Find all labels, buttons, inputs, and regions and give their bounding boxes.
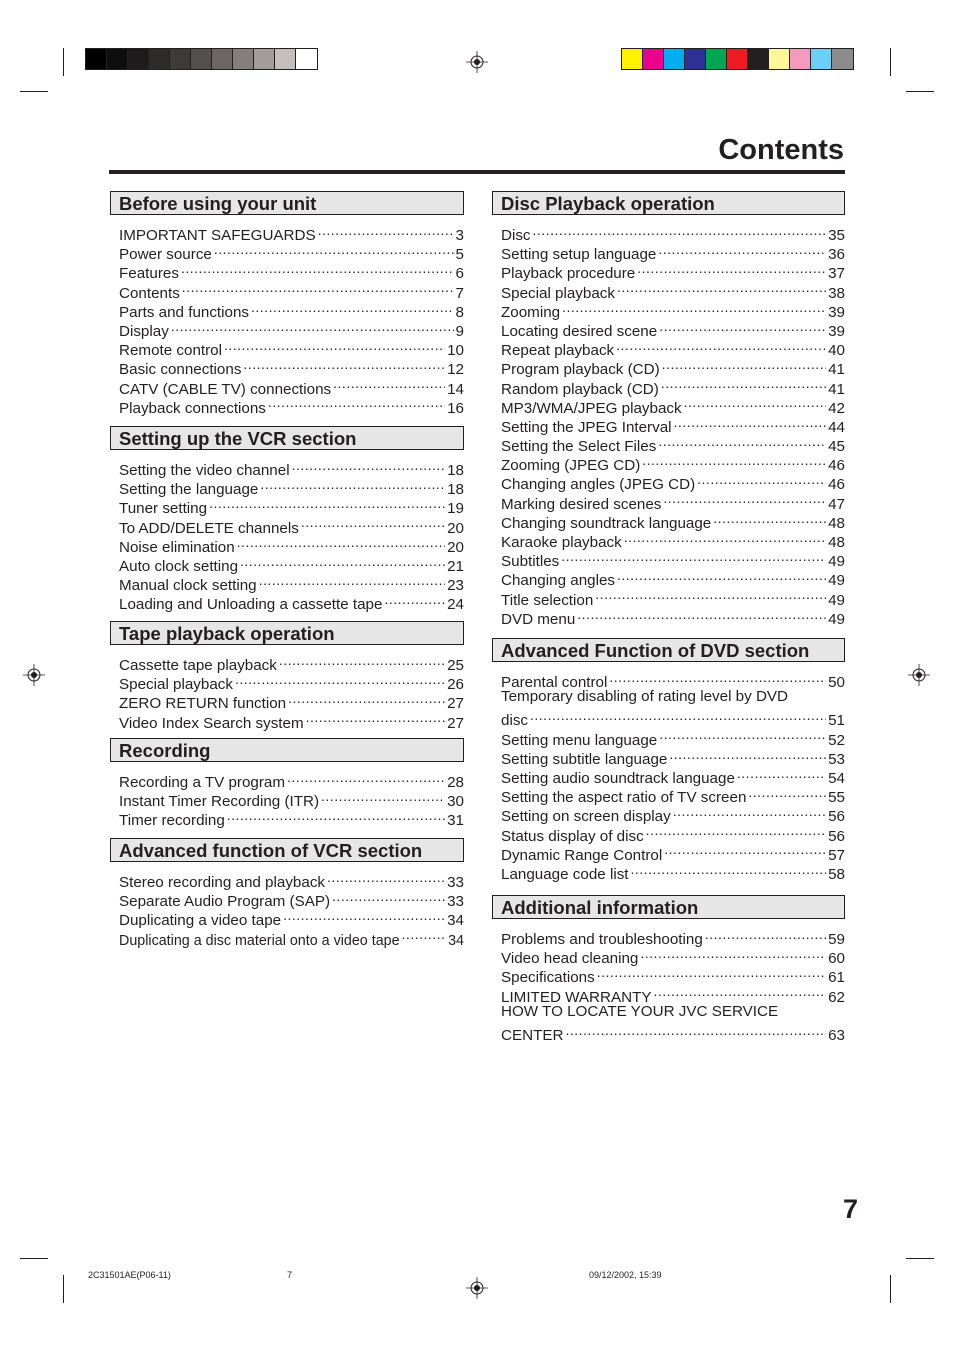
toc-entry-title: Remote control bbox=[119, 342, 222, 360]
toc-entry-title: Features bbox=[119, 265, 179, 283]
registration-mark-icon bbox=[23, 664, 45, 686]
dot-leader bbox=[640, 944, 826, 963]
toc-entry-page: 31 bbox=[447, 812, 464, 830]
toc-entry-page: 56 bbox=[828, 808, 845, 826]
dot-leader bbox=[240, 552, 445, 571]
dot-leader bbox=[684, 394, 826, 413]
crop-mark bbox=[20, 1258, 48, 1259]
toc-entry-page: 7 bbox=[455, 284, 464, 302]
toc-entry-title: Disc bbox=[501, 227, 531, 244]
toc-entry-page: 23 bbox=[447, 577, 464, 595]
calibration-swatch bbox=[233, 49, 254, 69]
dot-leader bbox=[209, 494, 445, 513]
grayscale-calibration-bar bbox=[85, 48, 318, 70]
section-heading: Additional information bbox=[492, 895, 845, 919]
dot-leader bbox=[533, 221, 827, 240]
toc-entry[interactable] bbox=[119, 456, 464, 479]
toc-entry-title: Setting on screen display bbox=[501, 808, 671, 826]
toc-entry-page: 61 bbox=[828, 969, 845, 987]
toc-entry-page: 48 bbox=[828, 534, 845, 551]
dot-leader bbox=[306, 709, 445, 728]
dot-leader bbox=[561, 547, 826, 566]
page-title: Contents bbox=[718, 134, 844, 166]
toc-entry-title: Display bbox=[119, 322, 169, 340]
toc-entry-page: 38 bbox=[828, 284, 845, 302]
section-heading: Advanced Function of DVD section bbox=[492, 638, 845, 662]
toc-entry-page: 30 bbox=[447, 793, 464, 811]
toc-entry-title: Marking desired scenes bbox=[501, 495, 662, 513]
toc-entry-title: To ADD/DELETE channels bbox=[119, 519, 299, 537]
calibration-swatch bbox=[685, 49, 706, 69]
toc-entry-page: 27 bbox=[447, 714, 464, 732]
toc-entry-title: Timer recording bbox=[119, 812, 225, 830]
toc-entry-title: Karaoke playback bbox=[501, 534, 622, 551]
section-heading: Tape playback operation bbox=[110, 621, 464, 645]
toc-entry-title: Special playback bbox=[501, 284, 615, 302]
toc-entry-list bbox=[492, 925, 845, 1044]
toc-entry-page: 58 bbox=[828, 865, 845, 883]
toc-entry-title: Zooming bbox=[501, 303, 561, 321]
toc-entry-title: Special playback bbox=[119, 676, 233, 694]
calibration-swatch bbox=[170, 49, 191, 69]
toc-entry-title: Duplicating a video tape bbox=[119, 912, 282, 930]
calibration-swatch bbox=[790, 49, 811, 69]
dot-leader bbox=[637, 259, 826, 278]
dot-leader bbox=[664, 841, 826, 860]
toc-entry[interactable] bbox=[119, 336, 464, 360]
toc-section bbox=[110, 738, 464, 830]
toc-section bbox=[110, 426, 464, 614]
dot-leader bbox=[577, 605, 826, 624]
calibration-swatch bbox=[275, 49, 296, 69]
dot-leader bbox=[658, 240, 826, 259]
crop-mark bbox=[890, 48, 891, 76]
toc-entry-page: 57 bbox=[828, 846, 845, 864]
toc-entry-page: 18 bbox=[447, 481, 464, 499]
toc-entry-page: 9 bbox=[455, 322, 464, 340]
dot-leader bbox=[227, 806, 445, 825]
toc-entry[interactable] bbox=[501, 221, 845, 244]
toc-section bbox=[492, 638, 845, 883]
toc-entry-title: Setting setup language bbox=[501, 246, 657, 264]
dot-leader bbox=[279, 651, 445, 670]
toc-entry-page: 44 bbox=[828, 418, 845, 436]
crop-mark bbox=[20, 91, 48, 92]
toc-entry-title: Subtitles bbox=[501, 553, 560, 571]
dot-leader bbox=[669, 745, 826, 764]
calibration-swatch bbox=[107, 49, 128, 69]
toc-entry-page: 41 bbox=[828, 361, 845, 379]
dot-leader bbox=[597, 963, 826, 982]
toc-entry-title: MP3/WMA/JPEG playback bbox=[501, 399, 682, 417]
dot-leader bbox=[616, 336, 826, 355]
toc-entry-page: 36 bbox=[828, 246, 845, 264]
toc-entry-title: Specifications bbox=[501, 969, 595, 987]
crop-mark bbox=[906, 91, 934, 92]
toc-entry-list bbox=[110, 768, 464, 830]
dot-leader bbox=[268, 394, 445, 413]
dot-leader bbox=[659, 726, 826, 745]
toc-entry-page: 24 bbox=[447, 596, 464, 614]
section-heading: Recording bbox=[110, 738, 464, 762]
calibration-swatch bbox=[832, 49, 853, 69]
toc-entry-page: 49 bbox=[828, 553, 845, 571]
toc-section bbox=[110, 621, 464, 732]
toc-entry-line bbox=[501, 1002, 845, 1021]
dot-leader bbox=[259, 571, 445, 590]
toc-entry-line bbox=[501, 687, 845, 706]
dot-leader bbox=[662, 355, 826, 374]
dot-leader bbox=[292, 456, 446, 475]
toc-entry-page: 52 bbox=[828, 731, 845, 749]
toc-entry-page: 60 bbox=[828, 950, 845, 968]
toc-entry-page: 6 bbox=[455, 265, 464, 283]
toc-entry-title: LIMITED WARRANTY bbox=[501, 988, 652, 1006]
dot-leader bbox=[562, 298, 826, 317]
toc-entry-title: Changing angles (JPEG CD) bbox=[501, 476, 696, 494]
toc-entry-title: Problems and troubleshooting bbox=[501, 931, 703, 948]
toc-entry-page: 18 bbox=[447, 462, 464, 479]
toc-entry-title: Playback procedure bbox=[501, 265, 636, 283]
dot-leader bbox=[283, 906, 445, 925]
footer-code: 2C31501AE(P06-11) bbox=[88, 1270, 171, 1280]
toc-entry-page: 49 bbox=[828, 572, 845, 590]
calibration-swatch bbox=[706, 49, 727, 69]
toc-entry-page: 35 bbox=[828, 227, 845, 244]
toc-entry-list bbox=[492, 668, 845, 883]
toc-entry[interactable] bbox=[501, 706, 845, 730]
toc-entry-title: Setting the language bbox=[119, 481, 259, 499]
toc-entry-title: Manual clock setting bbox=[119, 577, 257, 595]
calibration-swatch bbox=[128, 49, 149, 69]
toc-entry-page: 49 bbox=[828, 610, 845, 628]
toc-entry-page: 47 bbox=[828, 495, 845, 513]
crop-mark bbox=[63, 48, 64, 76]
toc-entry-list bbox=[492, 221, 845, 628]
toc-entry-page: 33 bbox=[447, 893, 464, 911]
dot-leader bbox=[663, 490, 826, 509]
toc-entry-title: Video head cleaning bbox=[501, 950, 639, 968]
toc-entry-title: Tuner setting bbox=[119, 500, 208, 518]
toc-entry-title: Locating desired scene bbox=[501, 322, 658, 340]
calibration-swatch bbox=[191, 49, 212, 69]
toc-entry[interactable] bbox=[119, 317, 464, 340]
toc-entry-page: 51 bbox=[828, 712, 845, 730]
dot-leader bbox=[287, 768, 445, 787]
dot-leader bbox=[384, 590, 445, 609]
toc-entry-page: 37 bbox=[828, 265, 845, 283]
dot-leader bbox=[674, 413, 827, 432]
toc-entry-page: 53 bbox=[828, 750, 845, 768]
toc-entry-title: Playback connections bbox=[119, 399, 266, 417]
dot-leader bbox=[214, 240, 454, 259]
toc-entry-page: 8 bbox=[455, 303, 464, 321]
toc-entry-page: 28 bbox=[447, 774, 464, 791]
dot-leader bbox=[659, 317, 826, 336]
dot-leader bbox=[251, 298, 454, 317]
dot-leader bbox=[171, 317, 454, 336]
toc-entry-page: 34 bbox=[447, 912, 464, 930]
calibration-swatch bbox=[811, 49, 832, 69]
toc-entry-title: Changing angles bbox=[501, 572, 615, 590]
dot-leader bbox=[737, 764, 826, 783]
toc-entry-page: 33 bbox=[447, 874, 464, 891]
toc-section bbox=[110, 838, 464, 949]
registration-mark-icon bbox=[466, 1277, 488, 1299]
dot-leader bbox=[327, 868, 445, 887]
toc-entry-page: 3 bbox=[455, 227, 464, 244]
dot-leader bbox=[661, 375, 826, 394]
color-calibration-bar bbox=[621, 48, 854, 70]
toc-entry-title: Zooming (JPEG CD) bbox=[501, 457, 641, 475]
dot-leader bbox=[565, 1021, 826, 1040]
toc-entry-page: 39 bbox=[828, 303, 845, 321]
dot-leader bbox=[658, 432, 826, 451]
toc-entry-title: ZERO RETURN function bbox=[119, 695, 287, 713]
toc-entry-title: Parental control bbox=[501, 674, 608, 691]
toc-entry-title: Setting menu language bbox=[501, 731, 658, 749]
dot-leader bbox=[333, 375, 445, 394]
toc-entry-title: Auto clock setting bbox=[119, 557, 239, 575]
dot-leader bbox=[673, 802, 826, 821]
toc-entry-title: Loading and Unloading a cassette tape bbox=[119, 596, 383, 614]
dot-leader bbox=[705, 925, 826, 944]
toc-entry[interactable] bbox=[501, 726, 845, 749]
toc-entry[interactable] bbox=[119, 651, 464, 674]
footer-page: 7 bbox=[287, 1270, 293, 1280]
toc-entry-page: 50 bbox=[828, 674, 845, 691]
toc-entry-title: Title selection bbox=[501, 591, 594, 609]
dot-leader bbox=[595, 586, 826, 605]
calibration-swatch bbox=[254, 49, 275, 69]
dot-leader bbox=[617, 279, 826, 298]
toc-entry-page: 14 bbox=[447, 380, 464, 398]
toc-entry-page: 27 bbox=[447, 695, 464, 713]
toc-entry-title: Language code list bbox=[501, 865, 629, 883]
toc-entry-page: 34 bbox=[448, 932, 464, 949]
toc-entry-page: 46 bbox=[828, 457, 845, 475]
toc-entry-title: CENTER bbox=[501, 1026, 564, 1044]
toc-entry-title: Setting the Select Files bbox=[501, 438, 657, 456]
toc-entry-title: Power source bbox=[119, 246, 212, 264]
toc-entry-title: DVD menu bbox=[501, 610, 576, 628]
toc-entry-title: IMPORTANT SAFEGUARDS bbox=[119, 227, 316, 244]
toc-entry-page: 40 bbox=[828, 342, 845, 360]
toc-entry-title: Setting the aspect ratio of TV screen bbox=[501, 789, 747, 807]
toc-entry-page: 54 bbox=[828, 769, 845, 787]
registration-mark-icon bbox=[466, 51, 488, 73]
calibration-swatch bbox=[727, 49, 748, 69]
toc-entry-title: Basic connections bbox=[119, 361, 242, 379]
toc-entry-page: 48 bbox=[828, 514, 845, 532]
toc-entry-title: disc bbox=[501, 712, 529, 730]
toc-entry-page: 12 bbox=[447, 361, 464, 379]
toc-entry-title: Setting audio soundtrack language bbox=[501, 769, 735, 787]
toc-entry-title: CATV (CABLE TV) connections bbox=[119, 380, 332, 398]
dot-leader bbox=[321, 787, 445, 806]
dot-leader bbox=[181, 259, 454, 278]
toc-entry-title: Status display of disc bbox=[501, 827, 644, 845]
calibration-swatch bbox=[149, 49, 170, 69]
toc-entry-list bbox=[110, 651, 464, 732]
footer-datetime: 09/12/2002, 15:39 bbox=[589, 1270, 662, 1280]
toc-entry-title: Noise elimination bbox=[119, 538, 235, 556]
toc-entry-page: 56 bbox=[828, 827, 845, 845]
dot-leader bbox=[237, 533, 445, 552]
toc-entry-page: 5 bbox=[455, 246, 464, 264]
toc-entry-title: Changing soundtrack language bbox=[501, 514, 712, 532]
calibration-swatch bbox=[212, 49, 233, 69]
dot-leader bbox=[301, 514, 445, 533]
toc-entry-list bbox=[110, 868, 464, 949]
registration-mark-icon bbox=[908, 664, 930, 686]
dot-leader bbox=[182, 279, 454, 298]
toc-entry-page: 46 bbox=[828, 476, 845, 494]
page-number: 7 bbox=[842, 1194, 858, 1224]
toc-entry-list bbox=[110, 456, 464, 614]
toc-entry-title: Duplicating a disc material onto a video tape bbox=[119, 932, 400, 949]
dot-leader bbox=[697, 470, 826, 489]
toc-entry-title: Temporary disabling of rating level by DVD bbox=[501, 688, 789, 706]
dot-leader bbox=[713, 509, 826, 528]
toc-section bbox=[492, 895, 845, 1044]
toc-entry-title: Stereo recording and playback bbox=[119, 874, 326, 891]
toc-entry-page: 25 bbox=[447, 657, 464, 674]
section-heading: Setting up the VCR section bbox=[110, 426, 464, 450]
toc-entry-title: Instant Timer Recording (ITR) bbox=[119, 793, 320, 811]
dot-leader bbox=[631, 860, 827, 879]
toc-entry[interactable] bbox=[119, 221, 464, 244]
calibration-swatch bbox=[748, 49, 769, 69]
toc-entry-page: 21 bbox=[447, 557, 464, 575]
toc-entry-title: Video Index Search system bbox=[119, 714, 304, 732]
toc-entry-title: HOW TO LOCATE YOUR JVC SERVICE bbox=[501, 1002, 779, 1020]
toc-entry-title: Cassette tape playback bbox=[119, 657, 277, 674]
toc-entry-page: 55 bbox=[828, 789, 845, 807]
section-heading: Advanced function of VCR section bbox=[110, 838, 464, 862]
toc-entry-page: 10 bbox=[447, 342, 464, 360]
dot-leader bbox=[530, 706, 826, 725]
toc-entry-page: 20 bbox=[447, 519, 464, 537]
toc-entry-title: Setting the video channel bbox=[119, 462, 290, 479]
toc-entry[interactable] bbox=[501, 1021, 845, 1044]
dot-leader bbox=[332, 887, 445, 906]
toc-entry-title: Recording a TV program bbox=[119, 774, 286, 791]
toc-section bbox=[492, 191, 845, 628]
calibration-swatch bbox=[86, 49, 107, 69]
toc-entry[interactable] bbox=[501, 925, 845, 948]
toc-entry-title: Contents bbox=[119, 284, 180, 302]
dot-leader bbox=[318, 221, 454, 240]
dot-leader bbox=[243, 355, 445, 374]
dot-leader bbox=[260, 475, 445, 494]
toc-entry-title: Separate Audio Program (SAP) bbox=[119, 893, 331, 911]
toc-entry-title: Parts and functions bbox=[119, 303, 250, 321]
dot-leader bbox=[624, 528, 826, 547]
toc-entry-page: 39 bbox=[828, 322, 845, 340]
calibration-swatch bbox=[643, 49, 664, 69]
dot-leader bbox=[224, 336, 445, 355]
section-heading: Disc Playback operation bbox=[492, 191, 845, 215]
dot-leader bbox=[609, 668, 826, 687]
toc-entry-page: 19 bbox=[447, 500, 464, 518]
dot-leader bbox=[642, 451, 826, 470]
toc-entry[interactable] bbox=[119, 768, 464, 791]
section-heading: Before using your unit bbox=[110, 191, 464, 215]
calibration-swatch bbox=[769, 49, 790, 69]
dot-leader bbox=[748, 783, 826, 802]
toc-entry-page: 42 bbox=[828, 399, 845, 417]
toc-entry-title: Setting subtitle language bbox=[501, 750, 668, 768]
toc-entry-page: 49 bbox=[828, 591, 845, 609]
toc-entry-page: 41 bbox=[828, 380, 845, 398]
crop-mark bbox=[63, 1275, 64, 1303]
calibration-swatch bbox=[664, 49, 685, 69]
toc-entry-title: Program playback (CD) bbox=[501, 361, 660, 379]
toc-entry-list bbox=[110, 221, 464, 417]
toc-entry-page: 20 bbox=[447, 538, 464, 556]
dot-leader bbox=[646, 822, 826, 841]
calibration-swatch bbox=[296, 49, 317, 69]
calibration-swatch bbox=[622, 49, 643, 69]
dot-leader bbox=[617, 566, 826, 585]
toc-entry-page: 26 bbox=[447, 676, 464, 694]
toc-entry-title: Setting the JPEG Interval bbox=[501, 418, 672, 436]
crop-mark bbox=[906, 1258, 934, 1259]
crop-mark bbox=[890, 1275, 891, 1303]
toc-entry-title: Random playback (CD) bbox=[501, 380, 659, 398]
dot-leader bbox=[653, 983, 826, 1002]
toc-entry-title: Repeat playback bbox=[501, 342, 615, 360]
dot-leader bbox=[235, 670, 445, 689]
toc-entry-title: Dynamic Range Control bbox=[501, 846, 663, 864]
toc-entry[interactable] bbox=[501, 240, 845, 264]
dot-leader bbox=[402, 926, 447, 945]
toc-entry-page: 63 bbox=[828, 1026, 845, 1044]
title-rule bbox=[109, 170, 845, 174]
toc-entry-page: 45 bbox=[828, 438, 845, 456]
toc-entry-page: 59 bbox=[828, 931, 845, 948]
dot-leader bbox=[288, 689, 445, 708]
toc-entry-page: 16 bbox=[447, 399, 464, 417]
toc-section bbox=[110, 191, 464, 417]
toc-entry[interactable] bbox=[501, 668, 845, 691]
toc-entry[interactable] bbox=[119, 868, 464, 891]
toc-entry-page: 62 bbox=[828, 988, 845, 1006]
